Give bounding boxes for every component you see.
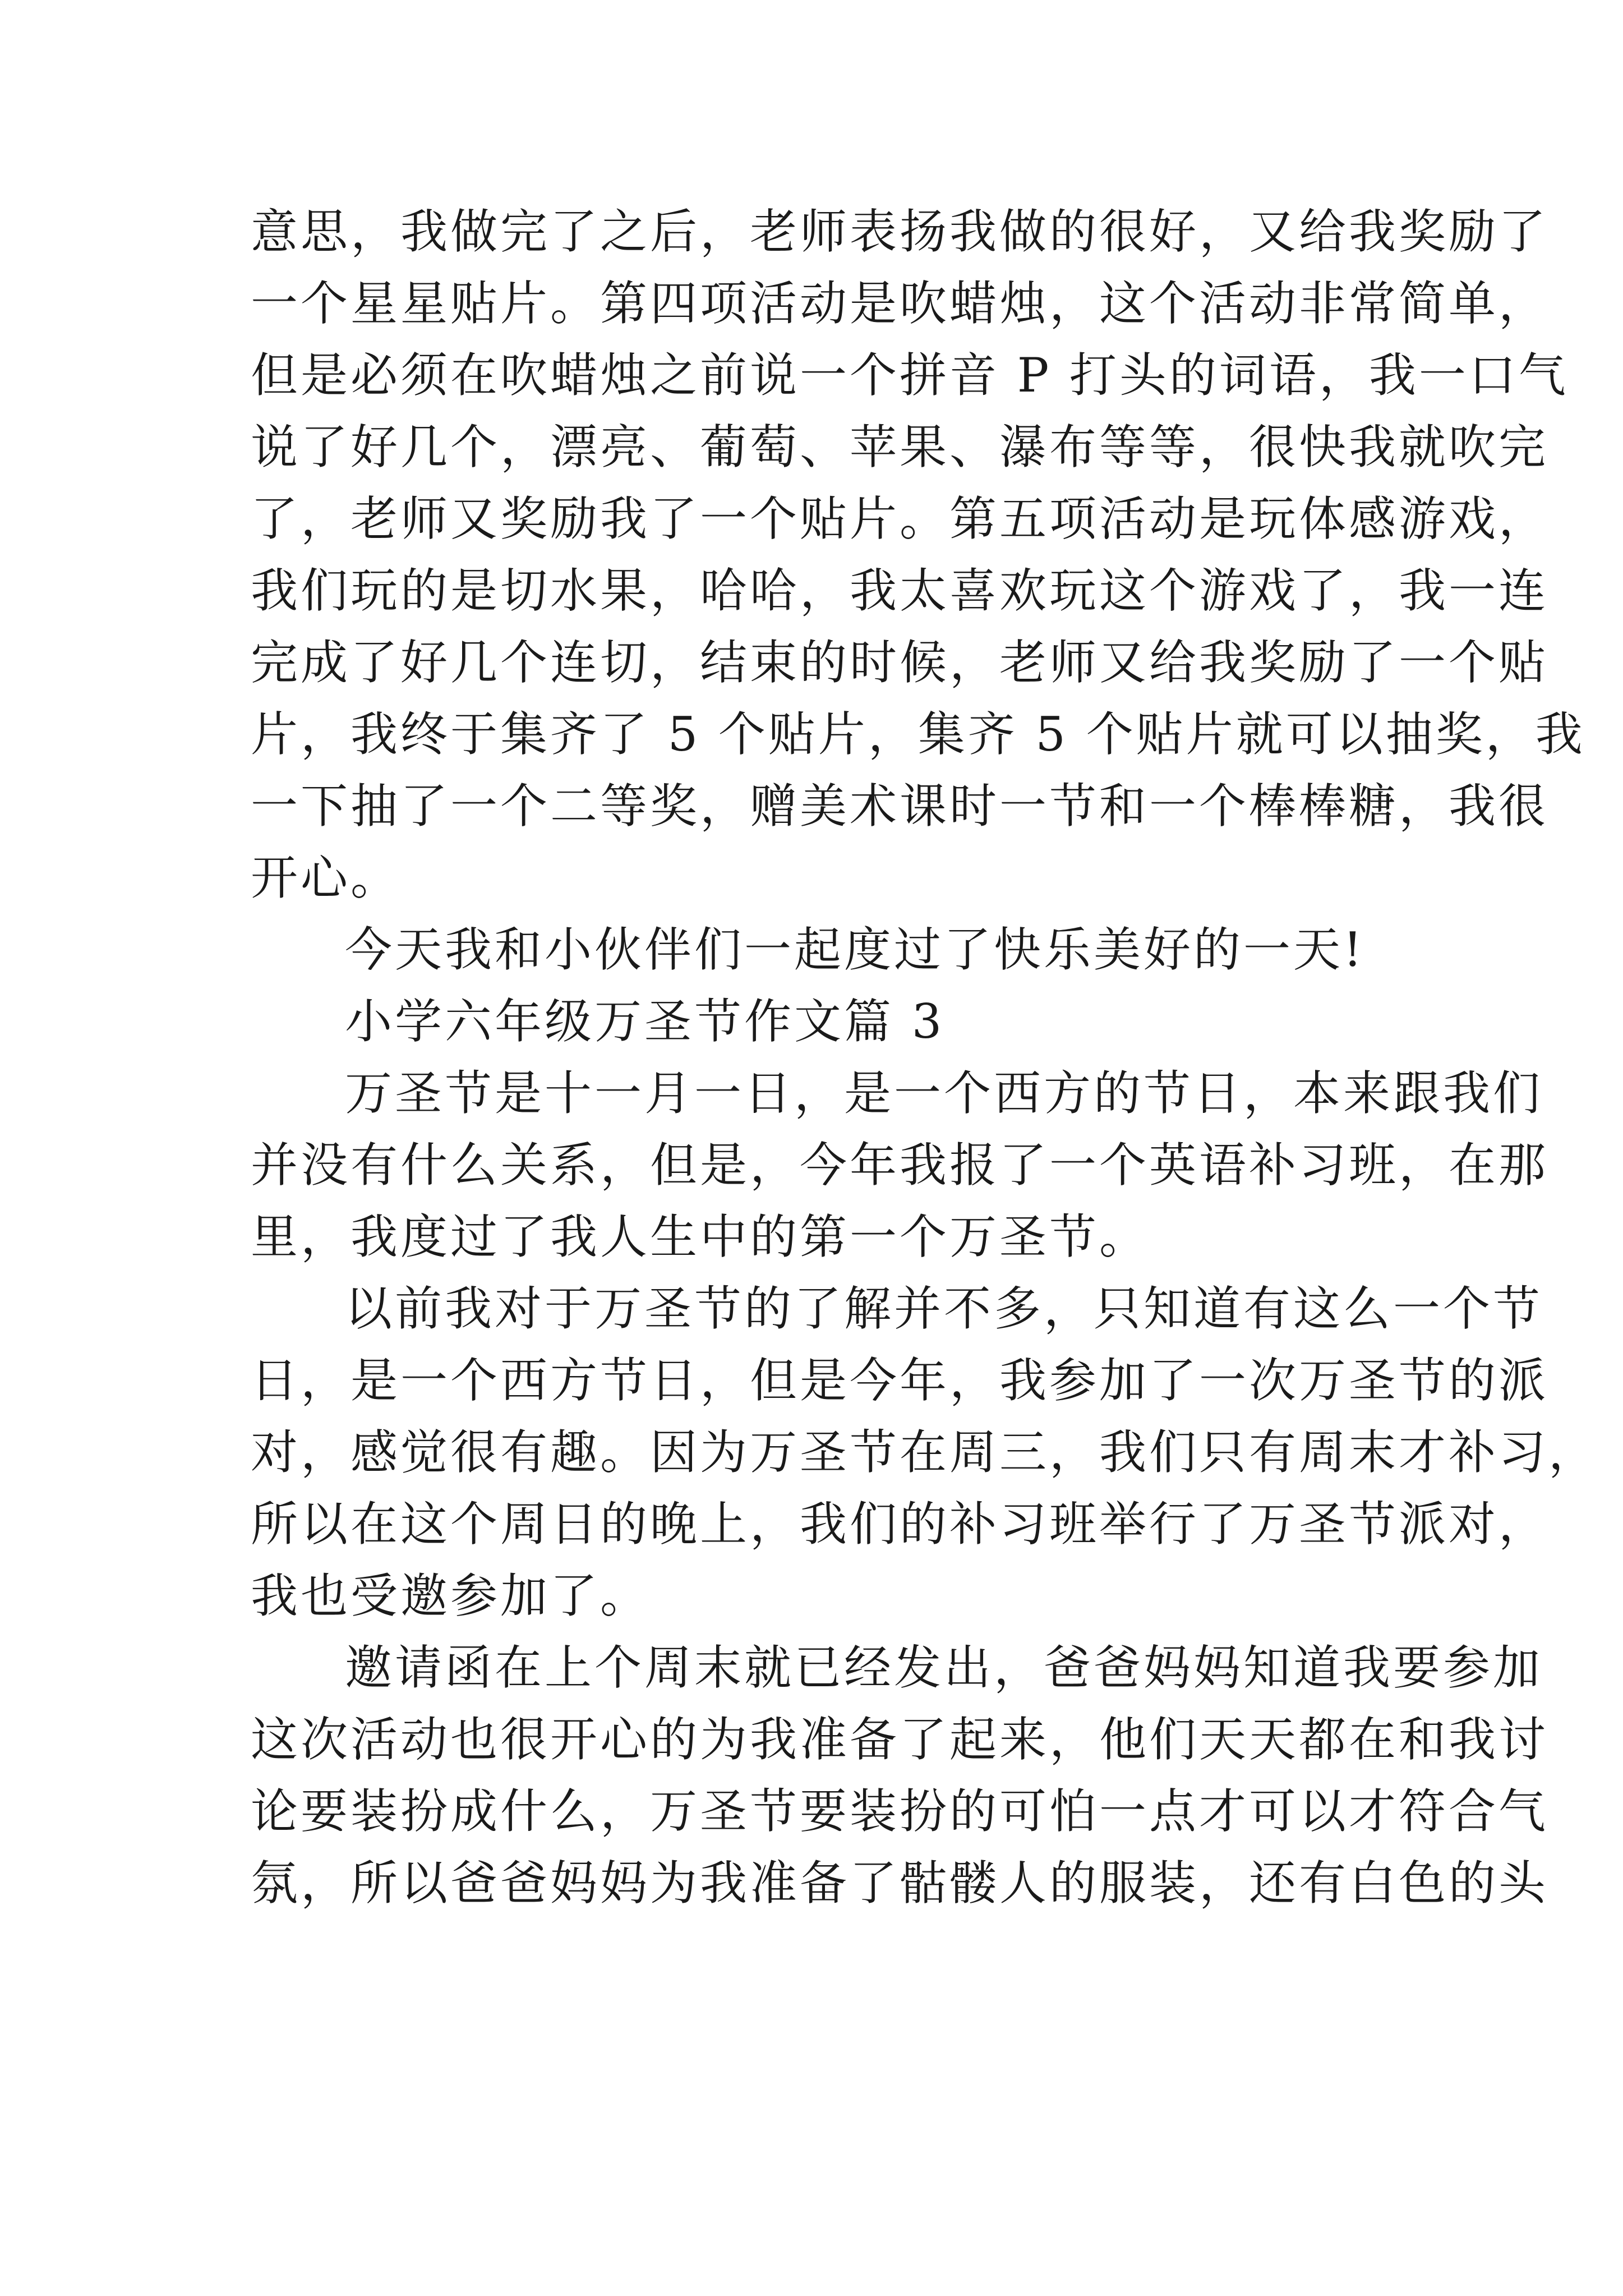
text-line: 今天我和小伙伴们一起度过了快乐美好的一天! bbox=[345, 922, 1365, 977]
document-body bbox=[251, 196, 1599, 1919]
text-line: 但是必须在吹蜡烛之前说一个拼音 P 打头的词语，我一口气 bbox=[251, 348, 1569, 403]
text-line: 我也受邀参加了。 bbox=[251, 1568, 651, 1623]
text-line: 这次活动也很开心的为我准备了起来，他们天天都在和我讨 bbox=[251, 1712, 1549, 1767]
text-line: 所以在这个周日的晚上，我们的补习班举行了万圣节派对， bbox=[251, 1497, 1549, 1552]
text-line: 意思，我做完了之后，老师表扬我做的很好，又给我奖励了 bbox=[251, 204, 1549, 259]
text-line: 并没有什么关系，但是，今年我报了一个英语补习班，在那 bbox=[251, 1138, 1549, 1193]
text-line: 邀请函在上个周末就已经发出，爸爸妈妈知道我要参加 bbox=[345, 1640, 1543, 1695]
text-line: 氛，所以爸爸妈妈为我准备了骷髅人的服装，还有白色的头 bbox=[251, 1856, 1549, 1911]
text-line: 开心。 bbox=[251, 850, 401, 905]
text-line: 以前我对于万圣节的了解并不多，只知道有这么一个节 bbox=[345, 1281, 1543, 1336]
text-line: 里，我度过了我人生中的第一个万圣节。 bbox=[251, 1209, 1150, 1264]
text-line: 了，老师又奖励我了一个贴片。第五项活动是玩体感游戏， bbox=[251, 491, 1549, 546]
text-line: 对，感觉很有趣。因为万圣节在周三，我们只有周末才补习， bbox=[251, 1425, 1599, 1480]
text-line: 我们玩的是切水果，哈哈，我太喜欢玩这个游戏了，我一连 bbox=[251, 563, 1549, 618]
text-line: 万圣节是十一月一日，是一个西方的节日，本来跟我们 bbox=[345, 1066, 1543, 1121]
text-line: 片，我终于集齐了 5 个贴片，集齐 5 个贴片就可以抽奖，我 bbox=[251, 707, 1585, 762]
text-line: 小学六年级万圣节作文篇 3 bbox=[345, 994, 945, 1049]
text-line: 论要装扮成什么，万圣节要装扮的可怕一点才可以才符合气 bbox=[251, 1784, 1549, 1839]
text-line: 完成了好几个连切，结束的时候，老师又给我奖励了一个贴 bbox=[251, 635, 1549, 690]
text-line: 一下抽了一个二等奖，赠美术课时一节和一个棒棒糖，我很 bbox=[251, 779, 1549, 834]
text-line: 日，是一个西方节日，但是今年，我参加了一次万圣节的派 bbox=[251, 1353, 1549, 1408]
text-line: 一个星星贴片。第四项活动是吹蜡烛，这个活动非常简单， bbox=[251, 276, 1549, 331]
text-line: 说了好几个，漂亮、葡萄、苹果、瀑布等等，很快我就吹完 bbox=[251, 420, 1549, 475]
